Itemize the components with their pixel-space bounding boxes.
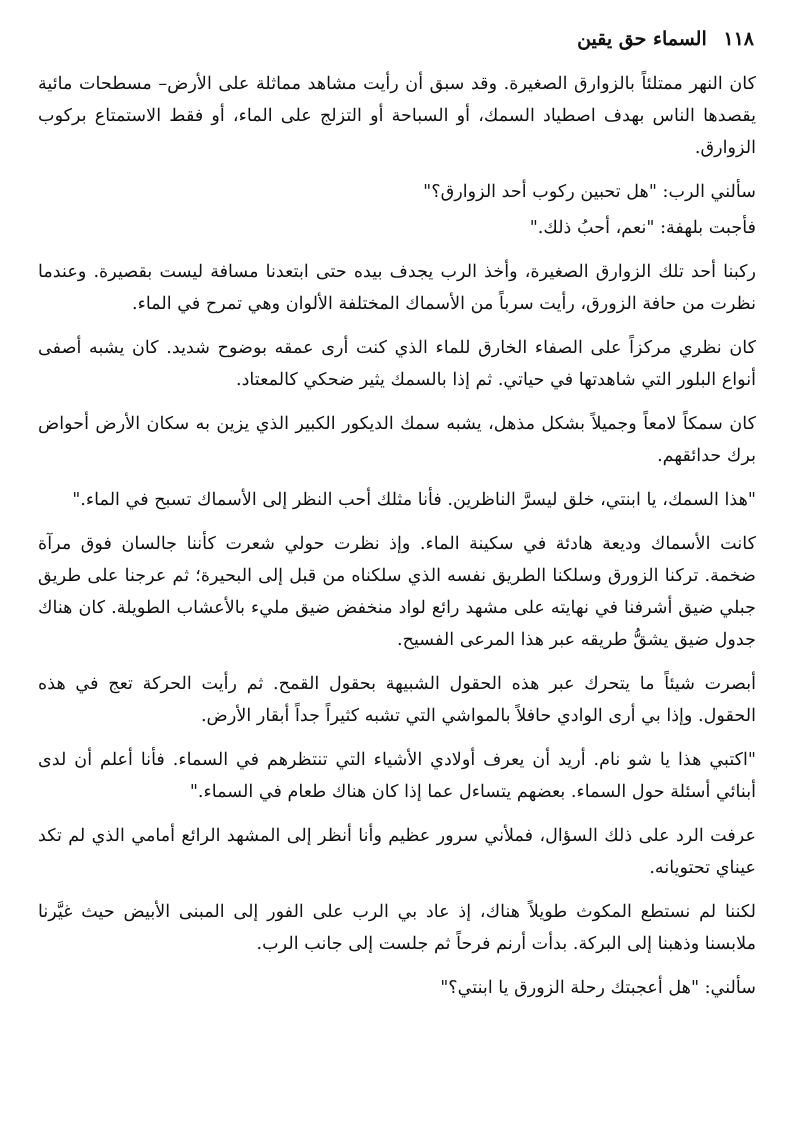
paragraph: سألني الرب: "هل تحبين ركوب أحد الزوارق؟" [423, 182, 756, 202]
paragraph: عرفت الرد على ذلك السؤال، فملأني سرور عظيم وأنا أنظر إلى المشهد الرائع أمامي الذي لم تكد عيناي تحتويانه. [38, 826, 756, 878]
paragraph: "اكتبي هذا يا شو نام. أريد أن يعرف أولادي الأشياء التي تنتظرهم في السماء. فأنا أعلم أن لدى أبنائي أسئلة حول السماء. بعضهم يتساءل عما إذا كان هناك طعام في السماء." [38, 750, 756, 802]
running-title: السماء حق يقين [577, 28, 707, 50]
paragraph: أبصرت شيئاً ما يتحرك عبر هذه الحقول الشبيهة بحقول القمح. ثم رأيت الحركة تعج في هذه الحقول. وإذا بي أرى الوادي حافلاً بالمواشي التي تشبه كثيراً جداً أبقار الأرض. [38, 674, 756, 726]
paragraph: "هذا السمك، يا ابنتي، خلق ليسرَّ الناظرين. فأنا مثلك أحب النظر إلى الأسماك تسبح في الماء." [72, 490, 756, 510]
paragraph: كانت الأسماك وديعة هادئة في سكينة الماء. وإذ نظرت حولي شعرت كأننا جالسان فوق مرآة ضخمة. تركنا الزورق وسلكنا الطريق نفسه الذي سلكناه من قبل إلى البحيرة؛ ثم عرجنا على طريق جبلي ضيق أشرفنا في نهايته على مشهد رائع لواد منخفض ضيق مليء بالأعشاب الطويلة. كان هناك جدول ضيق يشقُّ طريقه عبر هذا المرعى الفسيح. [38, 534, 756, 650]
paragraph: كان سمكاً لامعاً وجميلاً بشكل مذهل، يشبه سمك الديكور الكبير الذي يزين به سكان الأرض أحواض برك حدائقهم. [38, 414, 756, 466]
paragraph: كان النهر ممتلئاً بالزوارق الصغيرة. وقد سبق أن رأيت مشاهد مماثلة على الأرض– مسطحات مائية يقصدها الناس بهدف اصطياد السمك، أو السباحة أو التزلج على الماء، أو فقط الاستمتاع بركوب الزوارق. [38, 74, 756, 158]
page-header [38, 28, 754, 50]
paragraph: لكننا لم نستطع المكوث طويلاً هناك، إذ عاد بي الرب على الفور إلى المبنى الأبيض حيث غيَّرنا ملابسنا وذهبنا إلى البركة. بدأت أرنم فرحاً ثم جلست إلى جانب الرب. [38, 902, 756, 954]
paragraph: ركبنا أحد تلك الزوارق الصغيرة، وأخذ الرب يجدف بيده حتى ابتعدنا مسافة ليست بقصيرة. وعندما نظرت من حافة الزورق، رأيت سرباً من الأسماك المختلفة الألوان وهي تمرح في الماء. [38, 262, 756, 314]
paragraph: كان نظري مركزاً على الصفاء الخارق للماء الذي كنت أرى عمقه بوضوح شديد. كان يشبه أصفى أنواع البلور التي شاهدتها في حياتي. ثم إذا بالسمك يثير ضحكي كالمعتاد. [38, 338, 756, 390]
page-number: ١١٨ [723, 28, 754, 50]
paragraph: فأجبت بلهفة: "نعم، أحبُ ذلك." [529, 218, 756, 238]
paragraph: سألني: "هل أعجبتك رحلة الزورق يا ابنتي؟" [440, 978, 756, 998]
page-body [38, 68, 762, 1004]
